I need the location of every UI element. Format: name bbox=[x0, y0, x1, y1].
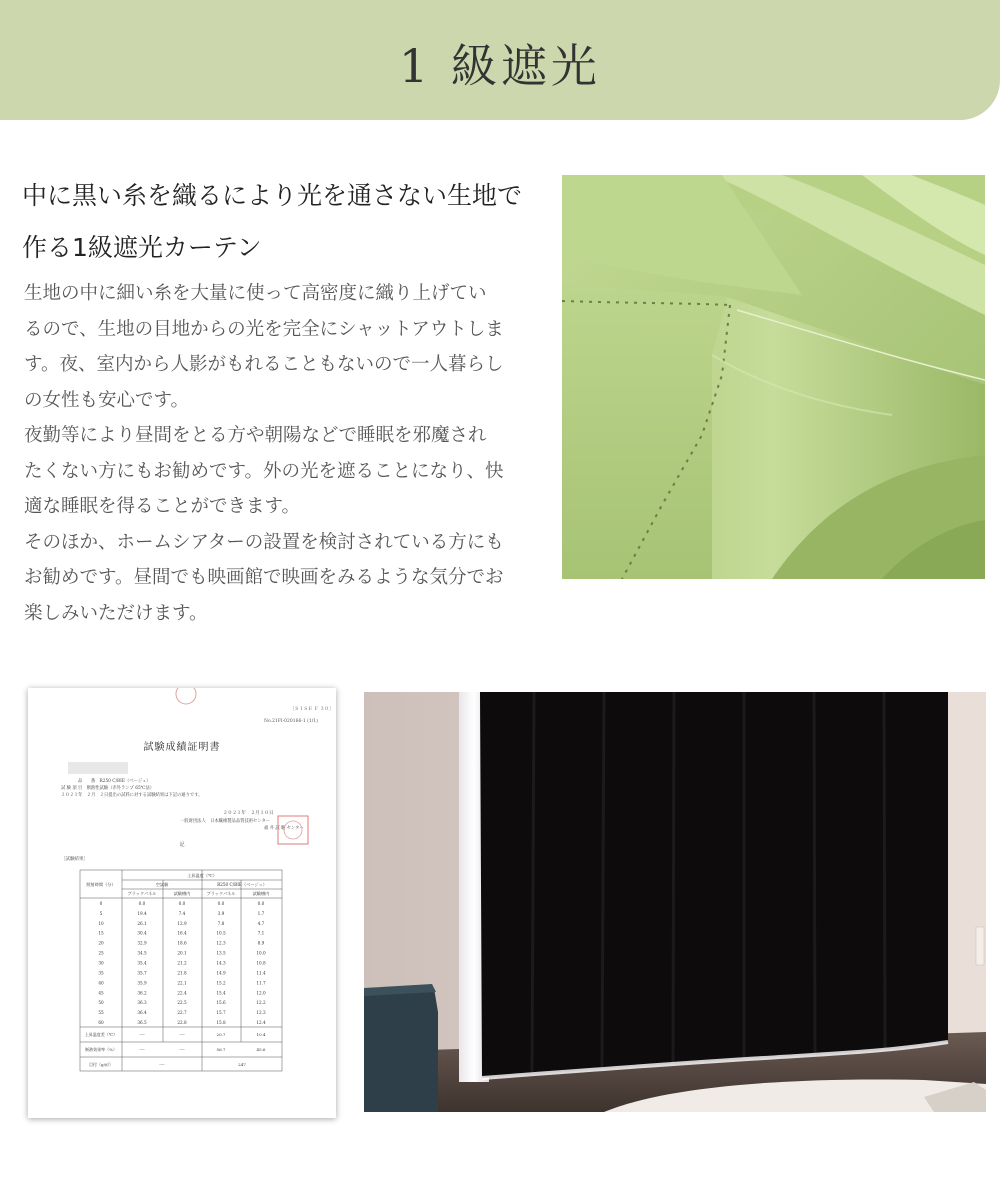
table-cell: 35.9 bbox=[137, 980, 147, 986]
table-cell: 7.8 bbox=[217, 920, 225, 926]
table-header-group2: R250 C/BIE（ベージュ） bbox=[217, 882, 267, 887]
table-time-cell: 45 bbox=[98, 990, 104, 996]
table-cell: 22.1 bbox=[177, 980, 187, 986]
table-sub-header: ブラックパネル bbox=[206, 891, 236, 896]
table-cell: 10.8 bbox=[256, 960, 266, 966]
table-cell: 18.6 bbox=[177, 940, 187, 946]
table-cell: 15.2 bbox=[216, 980, 226, 986]
table-time-cell: 0 bbox=[99, 900, 103, 906]
test-certificate-document bbox=[28, 688, 336, 1118]
table-time-cell: 50 bbox=[98, 1000, 104, 1006]
table-cell: 21.8 bbox=[177, 970, 187, 976]
doc-ki: 記 bbox=[179, 842, 185, 848]
table-time-cell: 10 bbox=[98, 920, 104, 926]
doc-info-line: 試 験 項 目 断熱性試験（赤外ランプ 65℃法） bbox=[61, 786, 155, 791]
headline-line-2: 作る1級遮光カーテン bbox=[22, 233, 262, 262]
table-cell: 15.8 bbox=[216, 1020, 226, 1025]
table-cell: 36.4 bbox=[137, 1010, 147, 1016]
table-cell: 3.9 bbox=[217, 910, 225, 916]
table-cell: 26.1 bbox=[137, 920, 147, 926]
table-time-cell: 60 bbox=[98, 1020, 104, 1025]
table-cell: 13.5 bbox=[216, 950, 226, 956]
description-line: お勧めです。昼間でも映画館で映画をみるような気分でお bbox=[24, 567, 504, 588]
description-line: 楽しみいただけます。 bbox=[24, 602, 208, 624]
table-time-cell: 5 bbox=[99, 910, 103, 916]
table-cell: 7.4 bbox=[178, 910, 186, 916]
table-time-cell: 35 bbox=[98, 970, 104, 976]
table-cell: ---- bbox=[179, 1047, 185, 1052]
table-cell: ---- bbox=[159, 1062, 165, 1067]
table-cell: 21.2 bbox=[177, 960, 187, 966]
description-line: たくない方にもお勧めです。外の光を遮ることになり、快 bbox=[24, 460, 504, 482]
table-cell: 247 bbox=[238, 1062, 246, 1067]
table-time-cell: 25 bbox=[98, 950, 104, 956]
table-header-main: 上昇温度（℃） bbox=[187, 873, 217, 878]
certificate-illustration bbox=[28, 688, 336, 1118]
table-time-cell: 20 bbox=[98, 940, 104, 946]
table-time-cell: 40 bbox=[98, 980, 104, 986]
table-cell: 0.0 bbox=[178, 900, 186, 906]
blackout-curtain-room-image bbox=[364, 692, 986, 1112]
description-line: の女性も安心です。 bbox=[24, 389, 190, 411]
table-cell: 10.0 bbox=[256, 950, 266, 956]
table-cell: 15.6 bbox=[216, 1000, 226, 1006]
table-cell: 20.1 bbox=[177, 950, 187, 956]
headline-line-1: 中に黒い糸を織るにより光を通さない生地で bbox=[22, 181, 523, 210]
fabric-closeup-image bbox=[562, 175, 985, 579]
table-cell: 45.6 bbox=[256, 1047, 266, 1052]
table-cell: 19.4 bbox=[137, 910, 147, 916]
description-line: 夜勤等により昼間をとる方や朝陽などで睡眠を邪魔され bbox=[24, 425, 487, 446]
table-cell: 12.2 bbox=[256, 1000, 266, 1006]
doc-info-line: 品 番 R250 C/BIE（ベージュ） bbox=[78, 779, 151, 784]
table-cell: 14.3 bbox=[216, 960, 226, 966]
table-cell: 11.4 bbox=[256, 970, 266, 976]
table-cell: 10.4 bbox=[256, 1032, 266, 1037]
table-cell: 8.9 bbox=[257, 940, 265, 946]
table-time-cell: 15 bbox=[98, 930, 104, 936]
table-cell: 12.4 bbox=[256, 1020, 266, 1025]
description-line: す。夜、室内から人影がもれることもないので一人暮らし bbox=[24, 354, 504, 375]
table-time-cell: 55 bbox=[98, 1010, 104, 1016]
feature-headline bbox=[22, 170, 562, 274]
row-label-max: 上昇温度差（℃） bbox=[84, 1032, 118, 1037]
table-cell: 11.7 bbox=[256, 980, 266, 986]
table-cell: 10.5 bbox=[216, 930, 226, 936]
doc-organization: 一般財団法人 日本繊維製品品質技術センター bbox=[180, 819, 271, 824]
table-cell: 15.7 bbox=[216, 1010, 226, 1016]
table-cell: 22.8 bbox=[177, 1020, 187, 1025]
table-cell: 36.3 bbox=[137, 1000, 147, 1006]
doc-center: 福 井 試 験 センター bbox=[264, 826, 304, 831]
table-header-group1: 空試験 bbox=[155, 882, 169, 887]
table-cell: 16.4 bbox=[177, 930, 187, 936]
table-header-time: 照射時間（分） bbox=[86, 882, 116, 887]
description-line: 適な睡眠を得ることができます。 bbox=[24, 496, 301, 517]
table-cell: 12.3 bbox=[216, 940, 226, 946]
result-label: ［試験結果］ bbox=[61, 857, 88, 862]
section-banner bbox=[0, 0, 1000, 120]
table-cell: 36.2 bbox=[137, 990, 147, 996]
table-cell: 56.7 bbox=[216, 1047, 226, 1052]
table-sub-header: 試験槽内 bbox=[173, 891, 191, 896]
table-cell: 7.1 bbox=[257, 930, 265, 936]
table-cell: ---- bbox=[139, 1047, 145, 1052]
doc-code: ［ＳＩＳＥ Ｆ ３０］ bbox=[290, 707, 334, 712]
section-title: 1 級遮光 bbox=[399, 39, 601, 93]
table-cell: 15.4 bbox=[216, 990, 226, 996]
doc-number: No.21FI-020166-1 (1/1) bbox=[264, 719, 318, 724]
description-line: そのほか、ホームシアターの設置を検討されている方にも bbox=[24, 531, 504, 553]
row-label-weight: 目付（g/㎡） bbox=[89, 1062, 113, 1067]
doc-date: ２０２１年 ２月１０日 bbox=[223, 811, 274, 816]
table-cell: ---- bbox=[139, 1032, 145, 1037]
doc-title: 試験成績証明書 bbox=[143, 742, 221, 753]
table-cell: 4.7 bbox=[257, 920, 265, 926]
fabric-illustration bbox=[562, 175, 985, 579]
table-cell: 0.0 bbox=[217, 900, 225, 906]
table-cell: 12.9 bbox=[177, 920, 187, 926]
table-cell: 22.7 bbox=[177, 1010, 187, 1016]
table-cell: 20.7 bbox=[216, 1032, 226, 1037]
table-cell: 12.0 bbox=[256, 990, 266, 996]
table-cell: ---- bbox=[179, 1032, 185, 1037]
table-cell: 35.4 bbox=[137, 960, 147, 966]
table-cell: 22.5 bbox=[177, 1000, 187, 1006]
table-cell: 12.3 bbox=[256, 1010, 266, 1016]
table-cell: 34.5 bbox=[137, 950, 147, 956]
table-sub-header: ブラックパネル bbox=[127, 891, 157, 896]
description-line: るので、生地の目地からの光を完全にシャットアウトしま bbox=[24, 318, 504, 340]
row-label-efficiency: 断熱効果率（%） bbox=[85, 1047, 117, 1052]
doc-info-line: ２０２１年 ２月 ２日提出の試料に対する試験結果は下記の通りです。 bbox=[61, 793, 203, 798]
table-sub-header: 試験槽内 bbox=[252, 891, 270, 896]
table-cell: 35.7 bbox=[137, 970, 147, 976]
table-cell: 36.5 bbox=[137, 1020, 147, 1025]
room-illustration bbox=[364, 692, 986, 1112]
table-cell: 22.4 bbox=[177, 990, 187, 996]
table-cell: 30.4 bbox=[137, 930, 147, 936]
table-cell: 0.0 bbox=[257, 900, 265, 906]
feature-description bbox=[24, 276, 544, 631]
table-time-cell: 30 bbox=[98, 960, 104, 966]
table-cell: 32.9 bbox=[137, 940, 147, 946]
table-cell: 14.9 bbox=[216, 970, 226, 976]
table-cell: 1.7 bbox=[257, 910, 265, 916]
description-line: 生地の中に細い糸を大量に使って高密度に織り上げてい bbox=[24, 283, 487, 304]
table-cell: 0.0 bbox=[138, 900, 146, 906]
